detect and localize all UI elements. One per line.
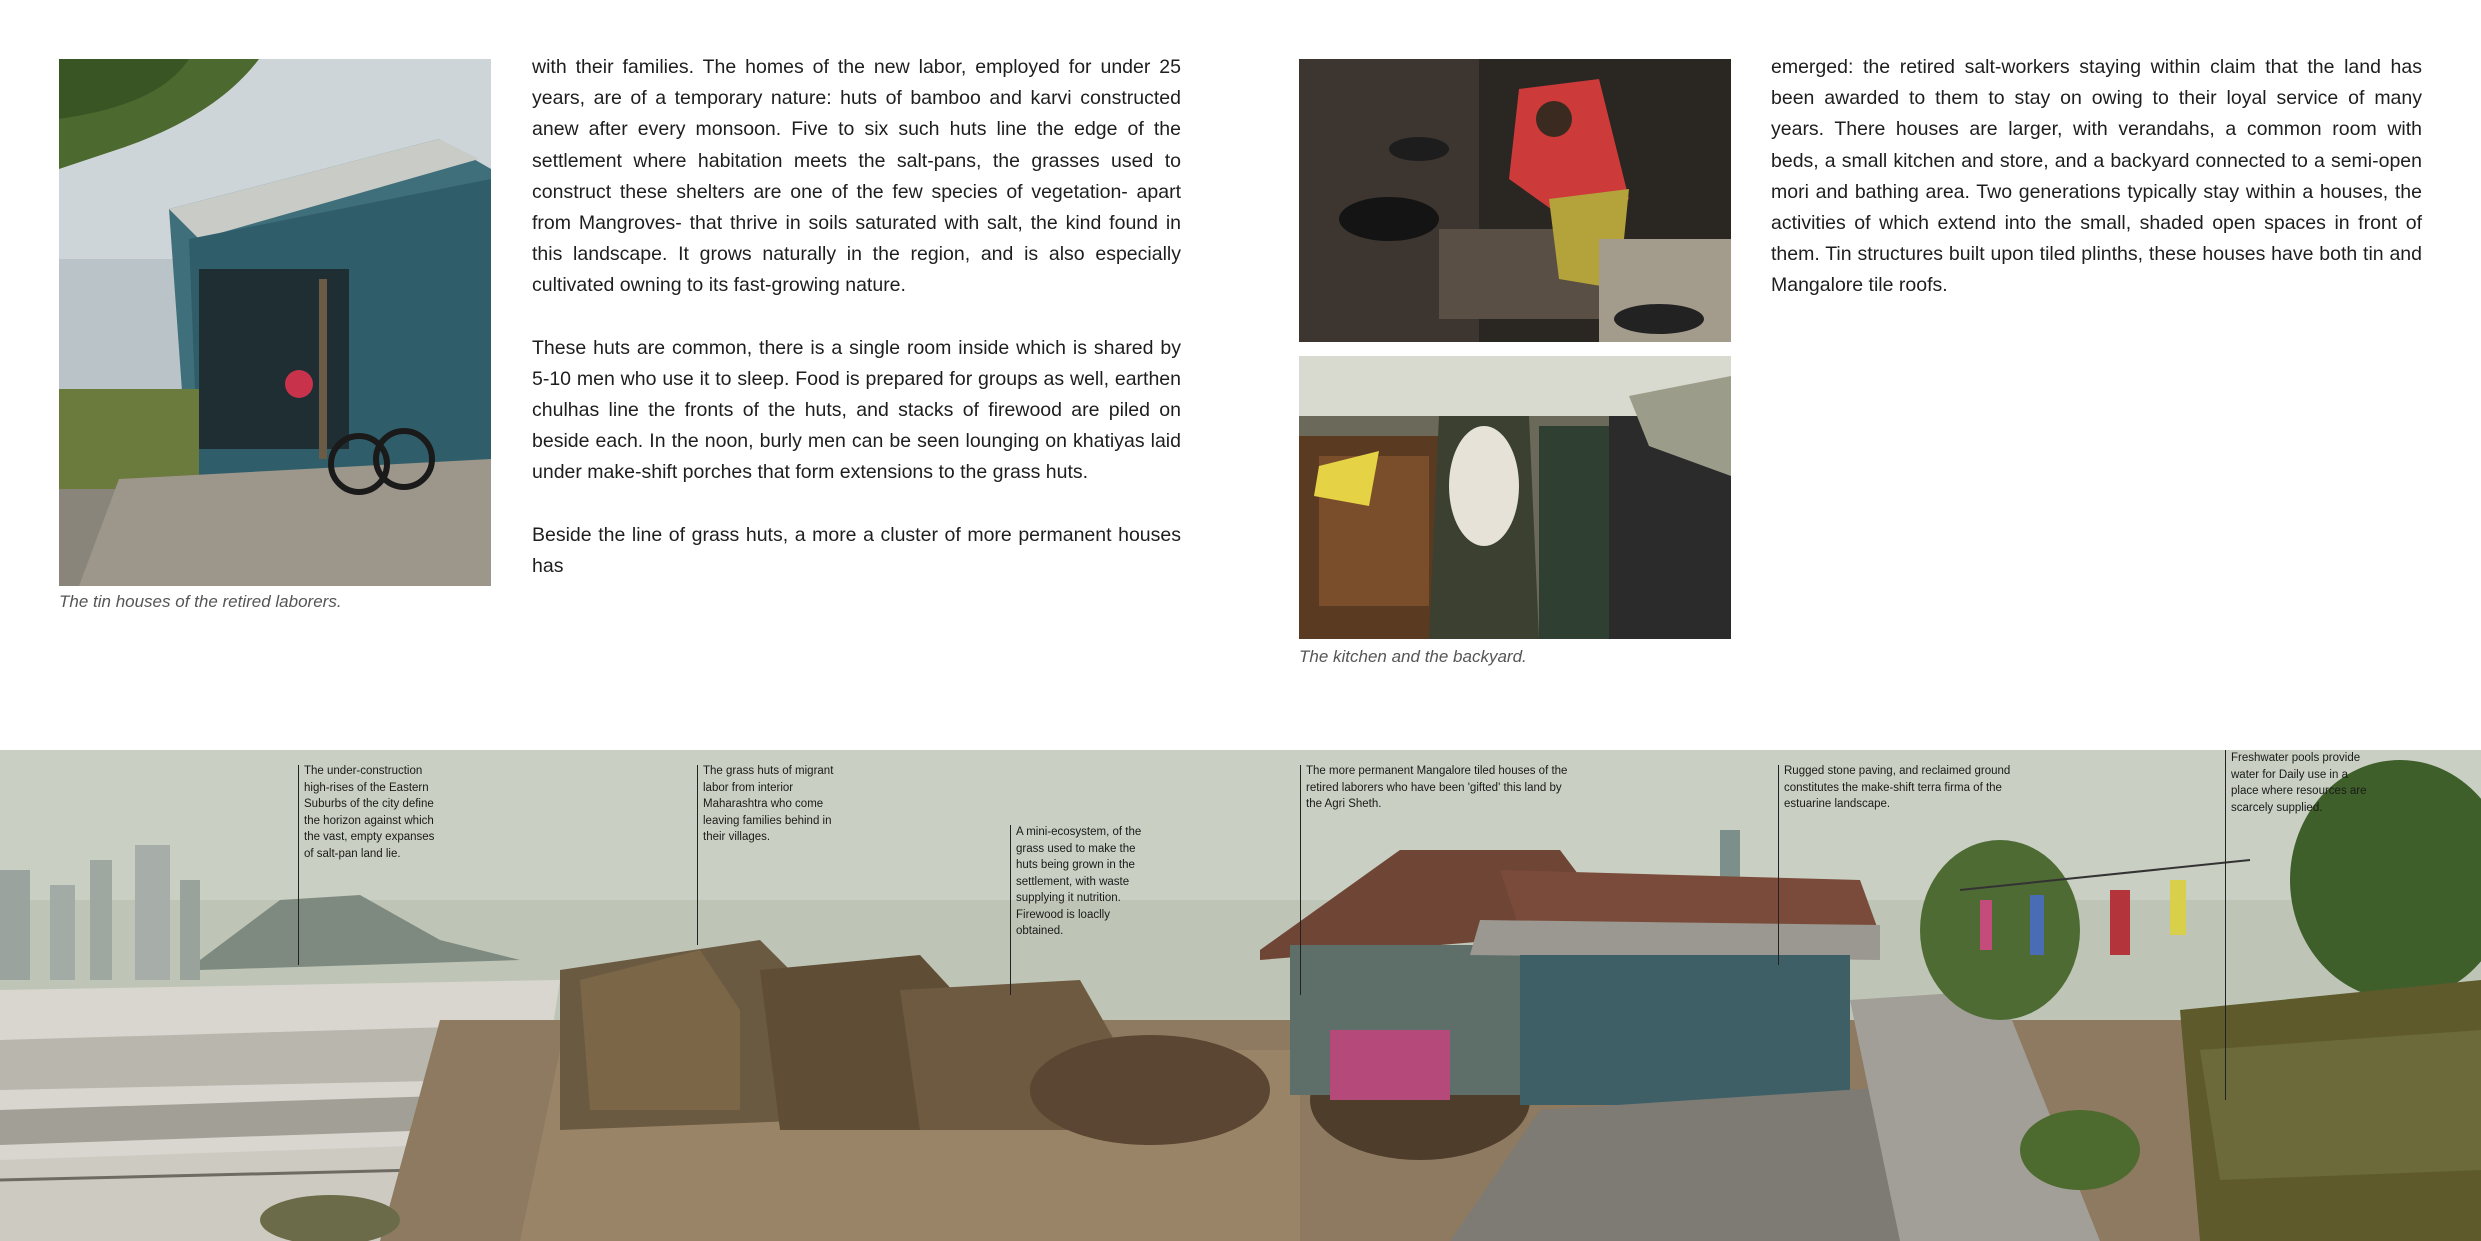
kitchen-photo [1299, 59, 1731, 342]
annotation-leader-line [1778, 765, 1779, 965]
annotation-leader-line [1300, 765, 1301, 995]
left-text-column [532, 52, 1181, 613]
annotation-tiled-houses: The more permanent Mangalore tiled houses of the retired laborers who have been 'gifted' this land by the Agri Sheth. [1306, 765, 1568, 810]
annotation-leader-line [1010, 825, 1011, 995]
left-paragraph-3: Beside the line of grass huts, a more a cluster of more permanent houses has [532, 523, 1181, 577]
annotation-stone-paving: Rugged stone paving, and reclaimed ground constitutes the make-shift terra firma of the estuarine landscape. [1784, 765, 2011, 810]
backyard-photo [1299, 356, 1731, 639]
settlement-panorama [0, 750, 2481, 1241]
left-paragraph-2: These huts are common, there is a single room inside which is shared by 5-10 men who use it to sleep. Food is prepared for groups as well, earthen chulhas line the fronts of the huts, and stacks of firewood are piled on beside each. In the noon, burly men can be seen lounging on khatiyas laid under make-shift porches that form extensions to the grass huts. [532, 336, 1181, 484]
tin-houses-caption: The tin houses of the retired laborers. [59, 592, 342, 611]
annotation-freshwater-pools: Freshwater pools provide water for Daily use in a place where resources are scarcely supplied. [2231, 752, 2367, 814]
right-paragraph-1: emerged: the retired salt-workers staying within claim that the land has been awarded to them to stay on owing to their loyal service of many years. There houses are larger, with verandahs, a common room with beds, a small kitchen and store, and a backyard connected to a semi-open mori and bathing area. Two generations typically stay within a houses, the activities of which extend into the small, shaded open spaces in front of them. Tin structures built upon tiled plinths, these houses have both tin and Mangalore tile roofs. [1771, 56, 2422, 297]
annotation-leader-line [697, 765, 698, 945]
left-paragraph-1: with their families. The homes of the new labor, employed for under 25 years, are of a temporary nature: huts of bamboo and karvi constructed anew after every monsoon. Five to six such huts line the edge of the settlement where habitation meets the salt-pans, the grasses used to construct these shelters are one of the few species of vegetation- apart from Mangroves- that thrive in soils saturated with salt, the kind found in this landscape. It grows naturally in the region, and is also especially cultivated owning to its fast-growing nature. [532, 56, 1181, 297]
annotation-mini-ecosystem: A mini-ecosystem, of the grass used to make the huts being grown in the settlement, with waste supplying it nutrition. Firewood is loaclly obtained. [1016, 826, 1142, 937]
tin-houses-photo [59, 59, 491, 586]
annotation-leader-line [298, 765, 299, 965]
annotation-high-rises: The under-construction high-rises of the Eastern Suburbs of the city define the horizon against which the vast, empty expanses of salt-pan land lie. [304, 765, 435, 860]
right-text-column [1771, 52, 2422, 333]
annotation-grass-huts: The grass huts of migrant labor from interior Maharashtra who come leaving families behind in their villages. [703, 765, 834, 843]
kitchen-backyard-caption: The kitchen and the backyard. [1299, 647, 1527, 666]
annotation-leader-line [2225, 750, 2226, 1100]
